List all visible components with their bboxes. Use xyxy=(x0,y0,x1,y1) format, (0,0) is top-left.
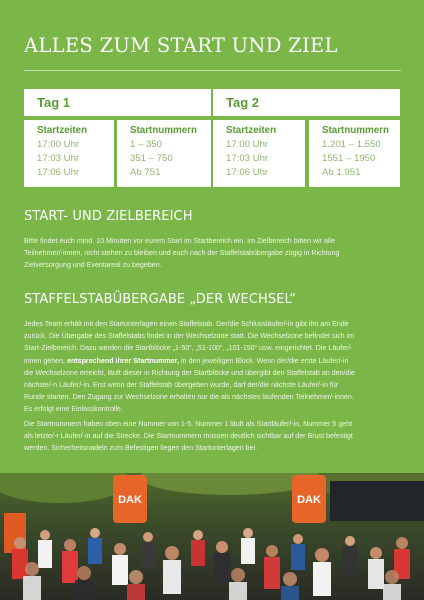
paragraph-line: zurück. Die Übergabe des Staffelstabs findet in der Wechselzone statt. Die Wechselzone befindet sich im xyxy=(24,332,355,341)
day-1-time-3: 17:06 Uhr xyxy=(37,167,80,178)
day-1-time-2: 17:03 Uhr xyxy=(37,153,80,164)
day-2-number-2: 1551 – 1950 xyxy=(322,153,376,164)
day-2-numbers xyxy=(309,120,400,187)
day-2-number-3: Ab 1.951 xyxy=(322,167,361,178)
paragraph-line: Es erfolgt eine Einlasskontrolle. xyxy=(24,405,123,414)
emphasis-text: entsprechend ihrer Startnummer, xyxy=(67,356,179,365)
day-1-time-1: 17:00 Uhr xyxy=(37,139,80,150)
day-2-time-1: 17:00 Uhr xyxy=(226,139,269,150)
paragraph-line: Start-Zielbereich. Dazu werden die Startblöcke „1-50“, „51-100“, „101-150“ usw. eingerichtet. Die Läufer/- xyxy=(24,344,353,353)
day-2-times xyxy=(213,120,305,187)
day-2-header: Tag 2 xyxy=(213,89,400,116)
line-text: innen gehen, xyxy=(24,356,66,365)
paragraph-line: nächste/-n Läufer/-in. Erst wenn der Staffelstab übergeben wurde, darf der/die nächste Läufer/-in für xyxy=(24,381,339,390)
day-1-number-2: 351 – 750 xyxy=(130,153,173,164)
day-2-times-heading: Startzeiten xyxy=(226,125,277,136)
paragraph-line: Runde starten. Den Zugang zur Wechselzone erhalten nur die als nächstes laufenden Teilnehmer/-innen. xyxy=(24,393,354,402)
line-text: in den jeweiligen Block. Wenn der/die erste Läufer/-in xyxy=(180,356,349,365)
day-1-numbers xyxy=(117,120,211,187)
paragraph-line: Zielversorgung und Eventareal zu begeben. xyxy=(24,261,162,270)
section-wechsel-paragraph-1 xyxy=(24,318,390,416)
section-wechsel-paragraph-2 xyxy=(24,418,390,455)
paragraph-line xyxy=(24,355,390,367)
paragraph-line: Bitte findet euch mind. 10 Minuten vor eurem Start im Startbereich ein. Im Zielbereich bitten wir alle xyxy=(24,237,336,245)
runners-photo xyxy=(0,473,424,600)
paragraph-line: Jedes Team erhält mit den Startunterlagen einen Staffelstab. Der/die Schlussläufer/-in gibt ihn am Ende xyxy=(24,320,349,328)
day-1-number-1: 1 – 350 xyxy=(130,139,163,150)
section-wechsel-heading: STAFFELSTABÜBERGABE „DER WECHSEL“ xyxy=(24,292,297,307)
paragraph-line: werden. Sicherheitsnadeln zum Befestigen liegen den Startunterlagen bei. xyxy=(24,444,258,453)
runners-photo-illustration xyxy=(0,473,424,600)
paragraph-line: als letzte/-r Läufer/-in auf die Strecke. Die Startnummern müssen deutlich sichtbar auf der Brust befestigt xyxy=(24,432,353,441)
title-divider xyxy=(24,70,401,71)
day-2-time-2: 17:03 Uhr xyxy=(226,153,269,164)
page-title: ALLES ZUM START UND ZIEL xyxy=(24,34,338,57)
day-2-time-3: 17:06 Uhr xyxy=(226,167,269,178)
day-2-number-1: 1.201 – 1.550 xyxy=(322,139,381,150)
day-1-header: Tag 1 xyxy=(24,89,211,116)
day-1-times xyxy=(24,120,114,187)
paragraph-line: Die Startnummern haben oben eine Nummer von 1-5. Nummer 1 läuft als Startläufer/-in, Nummer 5 geht xyxy=(24,420,353,428)
day-1-number-3: Ab 751 xyxy=(130,167,161,178)
section-start-ziel-text xyxy=(24,235,390,272)
day-1-numbers-heading: Startnummern xyxy=(130,125,197,136)
banner-logo-right: DAK xyxy=(297,494,321,506)
paragraph-line: die Wechselzone erreicht, läuft dieser in Richtung der Startblöcke und übergibt den Staffelstab an den/die xyxy=(24,368,355,377)
day-2-numbers-heading: Startnummern xyxy=(322,125,389,136)
section-start-ziel-heading: START- UND ZIELBEREICH xyxy=(24,209,193,224)
banner-logo-left: DAK xyxy=(118,494,142,506)
day-1-times-heading: Startzeiten xyxy=(37,125,88,136)
paragraph-line: Teilnehmer/-innen, nicht stehen zu bleiben und euch nach der Staffelstabübergabe zügig in Richtung xyxy=(24,249,340,258)
